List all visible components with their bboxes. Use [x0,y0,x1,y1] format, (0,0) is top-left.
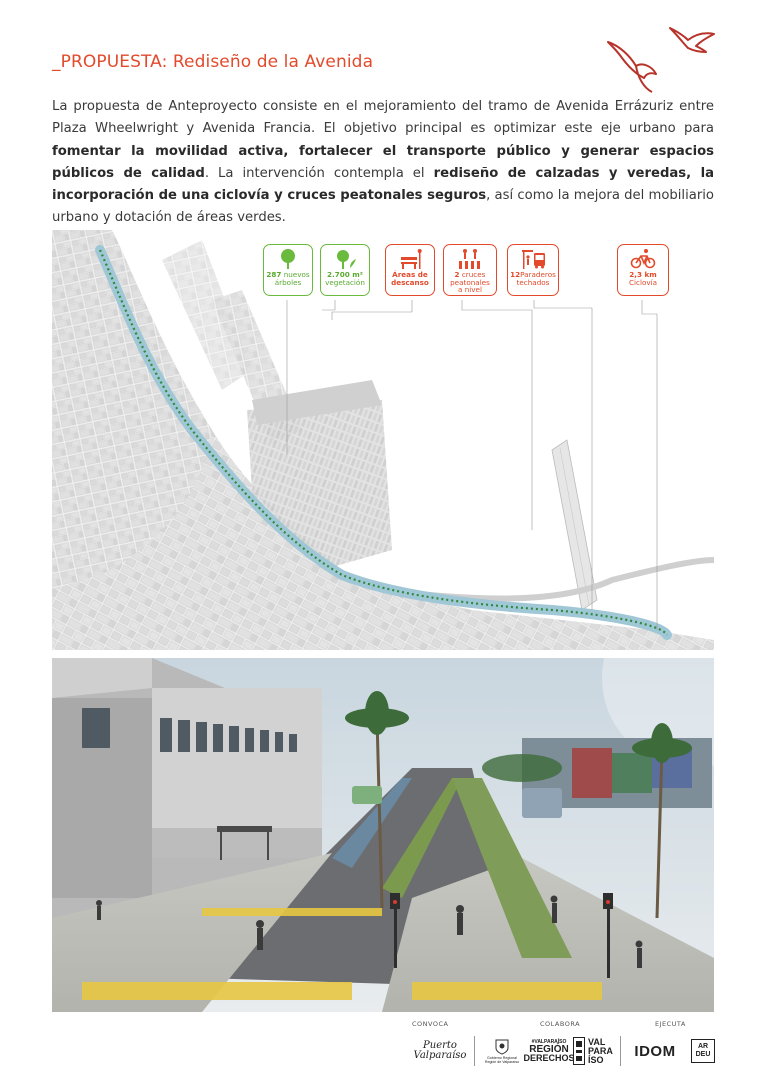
indicator-crossings-line2: peatonales [450,277,490,287]
label-ejecuta: EJECUTA [655,1020,686,1028]
indicator-rest-areas-line2: descanso [391,278,429,288]
indicator-bike-lane-number: 2,3 km [629,270,657,279]
label-colabora: COLABORA [540,1020,581,1028]
logo-region-derechos-3: DERECHOS [523,1053,575,1063]
intro-text-2: . La intervención contempla el [204,165,434,181]
logo-vertical-badge [572,1034,586,1068]
indicator-vegetation [320,244,370,296]
logo-divider [474,1036,475,1066]
logo-ardeu-1: AR [697,1043,709,1050]
logo-valparaiso-1: VAL [588,1036,606,1047]
intro-bold-1: fomentar la movilidad activa, fortalecer el transporte público y generar espacios públicos de calidad [52,143,714,181]
street-render-image [52,658,714,1012]
indicator-vegetation-line2: vegetación [325,278,365,288]
street-render-drawing [52,658,714,1012]
indicator-crossings-line3: a nivel [458,285,482,295]
site-map [52,230,714,650]
indicator-rest-areas [385,244,435,296]
indicator-bus-stops-text: Paraderos [520,270,556,279]
logo-ardeu-2: DEU [695,1051,711,1058]
logo-region-derechos-1: #VALPARAÍSO [531,1039,567,1045]
title-text: Rediseño de la Avenida [167,52,374,72]
bicycle-icon [630,248,656,270]
intro-paragraph [52,96,714,230]
site-map-drawing [52,230,714,650]
logo-gobierno-text: Gobierno Regional Región de Valparaíso [484,1055,520,1064]
indicator-bus-stops-line2: techados [516,278,550,288]
logo-region-derechos [523,1034,575,1068]
logo-ardeu-box [691,1039,715,1063]
page-title [52,52,373,72]
indicator-crossings-text: cruces [461,270,486,279]
tree-icon [275,248,301,270]
indicator-bike-lane [617,244,669,296]
indicator-trees [263,244,313,296]
indicator-bus-stops-number: 12 [510,270,521,279]
indicator-vegetation-number: 2.700 m² [327,270,363,279]
intro-bold-2: rediseño de calzadas y veredas, la incorporación de una ciclovía y cruces peatonales seguros [52,165,714,204]
logo-puerto-valparaiso-text: Puerto Valparaíso [413,1040,467,1061]
label-convoca: CONVOCA [412,1020,449,1028]
indicator-trees-line2: árboles [274,278,302,288]
bench-icon [397,248,423,270]
indicator-trees-number: 287 [266,270,282,279]
logo-valparaiso-2: PARA [588,1045,613,1056]
indicator-crossings [443,244,497,296]
logo-valparaiso-3: ÍSO [588,1054,604,1065]
coat-of-arms-icon [495,1039,509,1055]
bus-stop-icon [520,248,546,270]
badge-icon [573,1037,585,1065]
indicator-bus-stops [507,244,559,296]
logo-idom-text: IDOM [634,1042,676,1060]
indicator-bike-lane-line2: Ciclovía [628,278,658,288]
logo-ardeu [690,1034,716,1068]
logo-idom [628,1034,682,1068]
seagulls-icon [600,22,720,94]
title-prefix: _PROPUESTA: [52,52,168,72]
indicator-trees-text: nuevos [283,270,310,279]
logo-region-derechos-2: REGIÓN [529,1044,569,1055]
logo-gobierno-regional [480,1034,524,1068]
indicator-rest-areas-number: Áreas de [392,270,428,279]
logo-valparaiso [588,1034,614,1068]
logo-puerto-valparaiso [410,1034,470,1068]
logo-divider-2 [620,1036,621,1066]
intro-text-3: , así como la mejora del mobiliario urbano y dotación de áreas verdes. [52,188,714,226]
plant-icon [332,248,358,270]
crosswalk-icon [457,248,483,270]
indicator-crossings-number: 2 [454,270,460,279]
intro-text-1: La propuesta de Anteproyecto consiste en el mejoramiento del tramo de Avenida Errázuriz entre Plaza Wheelwright y Avenida Francia. El objetivo principal es optimizar este eje urbano para [52,99,714,137]
